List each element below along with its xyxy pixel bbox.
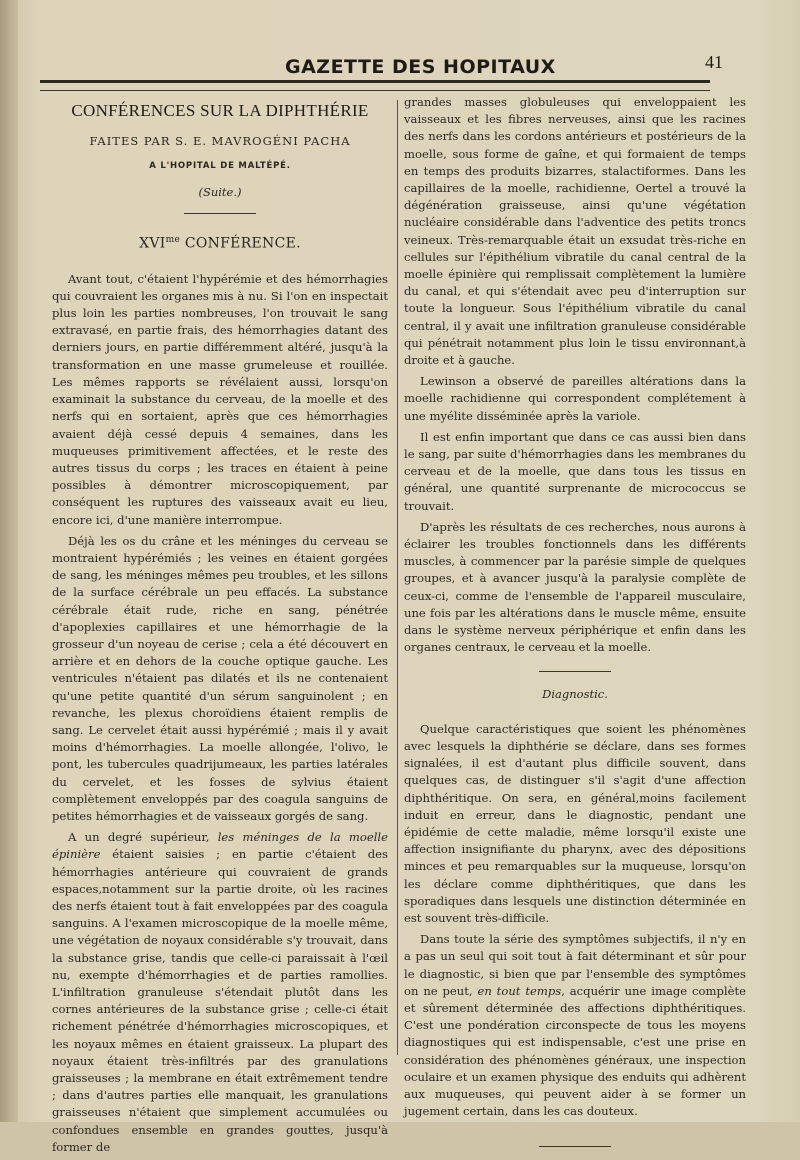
section-rule [184,213,256,214]
column-divider [397,100,398,1055]
paragraph: grandes masses globuleuses qui enveloppaient les vaisseaux et les fibres nerveuses, ainsi que les racines des nerfs dans les cordons antérieurs et postérieurs de la moelle, sous forme de gaîne, et qui formaient de temps en temps des produits bizarres, stalactiformes. Dans les capillaires de la moelle, rachidienne, Oertel a trouvé la dégénération graisseuse, ainsi qu'une végétation nucléaire considérable dans l'adventice des petits troncs veineux. Très-remarquable était un exsudat très-riche en cellules sur l'épithélium vibratile du canal central de la moelle épinière qui remplissait complètement la lumière du canal, et qui s'étendait avec peu d'interruption sur toute la longueur. Sous l'épithélium vibratile du canal central, il y avait une infiltration granuleuse considérable qui pénétrait notamment plus loin le tissu environnant,à droite et à gauche. [404,95,746,368]
paragraph [52,829,388,1156]
paragraph-text: Dans toute la série des symptômes subjectifs, il n'y en a pas un seul qui soit tout à fait déterminant et sûr pour le diagnostic, si bien que par l'ensemble des symptômes on ne peut, [404,932,746,998]
newspaper-title: GAZETTE DES HOPITAUX [285,56,556,78]
left-column [52,100,388,1160]
paragraph: Quelque caractéristiques que soient les phénomènes avec lesquels la diphthérie se déclare, dans ses formes signalées, il est d'autant plus difficile souvent, dans quelques cas, de distinguer s'il s'agit d'une affection diphthéritique. On sera, en général,moins facilement induit en erreur, dans le diagnostic, pendant une épidémie de cette maladie, même lorsqu'il existe une affection insignifiante du pharynx, avec des dépositions minces et peu remarquables sur la muqueuse, lorsqu'on les déclare comme diphthéritiques, que dans les sporadiques dans lesquels une distinction déterminée en est souvent très-difficile. [404,721,746,925]
paragraph-text: , acquérir une image complète et sûrement déterminée des affections diphthéritiques. C'est une pondération circonspecte de tous les moyens diagnostiques qui est indispensable, c'est une prise en considération des phénomènes généraux, une inspection oculaire et un examen physique des enduits qui adhèrent aux muqueuses, qui peuvent aider à se former un jugement certain, dans les cas douteux. [404,983,746,1119]
article-title: CONFÉRENCES SUR LA DIPHTHÉRIE [71,101,369,120]
masthead [40,50,760,90]
italic-phrase: les méninges de la moelle épinière [52,830,388,862]
header-rule-thin [40,90,710,91]
paragraph: Il est enfin important que dans ce cas aussi bien dans le sang, par suite d'hémorrhagies dans les membranes du cerveau et de la moelle, que dans tous les tissus en général, une quantité surprenante de micrococcus se trouvait. [404,429,746,513]
paragraph: Déjà les os du crâne et les méninges du cerveau se montraient hypérémiés ; les veines en étaient gorgées de sang, les méninges mêmes peu troubles, et les sillons de la surface cérébrale un peu effacés. La substance cérébrale était rude, riche en sang, pénétrée d'apoplexies capillaires et une hémorrhagie de la grosseur d'un noyeau de cerise ; cela a été découvert en arrière et en dehors de la couche optique gauche. Les ventricules n'étaient pas dilatés et ils ne contenaient qu'une petite quantité d'un sérum sanguinolent ; en revanche, les plexus choroïdiens étaient remplis de sang. Le cervelet était aussi hypérémié ; mais il y avait moins d'hémorrhagies. La moelle allongée, l'olivo, le pont, les tubercules quadrijumeaux, les parties latérales du cervelet, et les fosses de sylvius étaient complètement enveloppés par des coagula sanguins de petites hémorrhagies et de vaisseaux gorgés de sang. [52,533,388,823]
paragraph-text: étaient saisies ; en partie c'étaient des hémorrhagies antérieure qui couvraient de grands espaces,notamment sur la partie droite, où les racines des nerfs étaient tout à fait enveloppées par des coagula sanguins. A l'examen microscopique de la moelle même, une végétation de noyaux considérable s'y trouvait, dans la substance grise, tandis que celle-ci paraissait à l'œil nu, exempte d'hémorrhagies et de parties ramollies. L'infiltration granuleuse s'étendait plutôt dans les cornes antérieures de la substance grise ; celle-ci était richement pénétrée d'hémorrhagies microscopiques, et les noyaux mêmes en étaient graisseux. La plupart des noyaux étaient très-infiltrés par des granulations graisseuses ; la membrane en était extrêmement tendre ; dans d'autres parties elle manquait, les granulations graisseuses n'étaient que simplement accumulées ou confondues ensemble en grandes gouttes, jusqu'à former de [52,847,388,1154]
conference-number: XVI [139,235,166,252]
paragraph-text: A un degré supérieur, [68,830,218,845]
paragraph: Avant tout, c'étaient l'hypérémie et des hémorrhagies qui couvraient les organes mis à nu. Si l'on en inspectait plus loin les parties nombreuses, l'on trouvait le sang extravasé, en partie frais, des hémorrhagies datant des derniers jours, en partie différemment altéré, jusqu'à la transformation en une masse grumeleuse et rouillée. Les mêmes rapports se révélaient aussi, lorsqu'on examinait la substance du cerveau, de la moelle et des nerfs qui en sortaient, après que ces hémorrhagies avaient déjà cessé depuis 4 semaines, dans les muqueuses primitivement affectées, et le reste des autres tissus du corps ; les traces en étaient à peine possibles à démontrer microscopiquement, par conséquent les ruptures des vaisseaux avait eu lieu, encore ici, d'une manière interrompue. [52,271,388,527]
paragraph: Lewinson a observé de pareilles altérations dans la moelle rachidienne qui correspondent complétement à une myélite disséminée après la variole. [404,374,746,423]
conference-superscript: me [165,234,181,245]
paragraph [404,931,746,1120]
section-rule [539,671,611,672]
diagnostic-heading: Diagnostic. [542,686,608,701]
conference-word: CONFÉRENCE. [180,235,301,252]
right-column [404,94,746,1147]
article-byline: FAITES PAR S. E. MAVROGÉNI PACHA [89,134,351,149]
header-rule-thick [40,80,710,83]
paragraph: D'après les résultats de ces recherches, nous aurons à éclairer les troubles fonctionnels dans les différents muscles, à commencer par la parésie simple de quelques groupes, et à avancer jusqu'à la paralysie complète de ceux-ci, comme de l'ensemble de l'appareil musculaire, une fois par les altérations dans le muscle même, ensuite dans le système nerveux périphérique et enfin dans les organes centraux, le cerveau et la moelle. [404,519,746,655]
end-rule [539,1146,611,1147]
page-binding-edge [0,0,18,1122]
page-number: 41 [705,52,723,72]
article-location: A L'HOPITAL DE MALTÉPÉ. [149,161,291,172]
conference-heading [52,232,388,253]
italic-phrase: en tout temps [477,983,562,998]
article-suite: (Suite.) [198,184,242,199]
